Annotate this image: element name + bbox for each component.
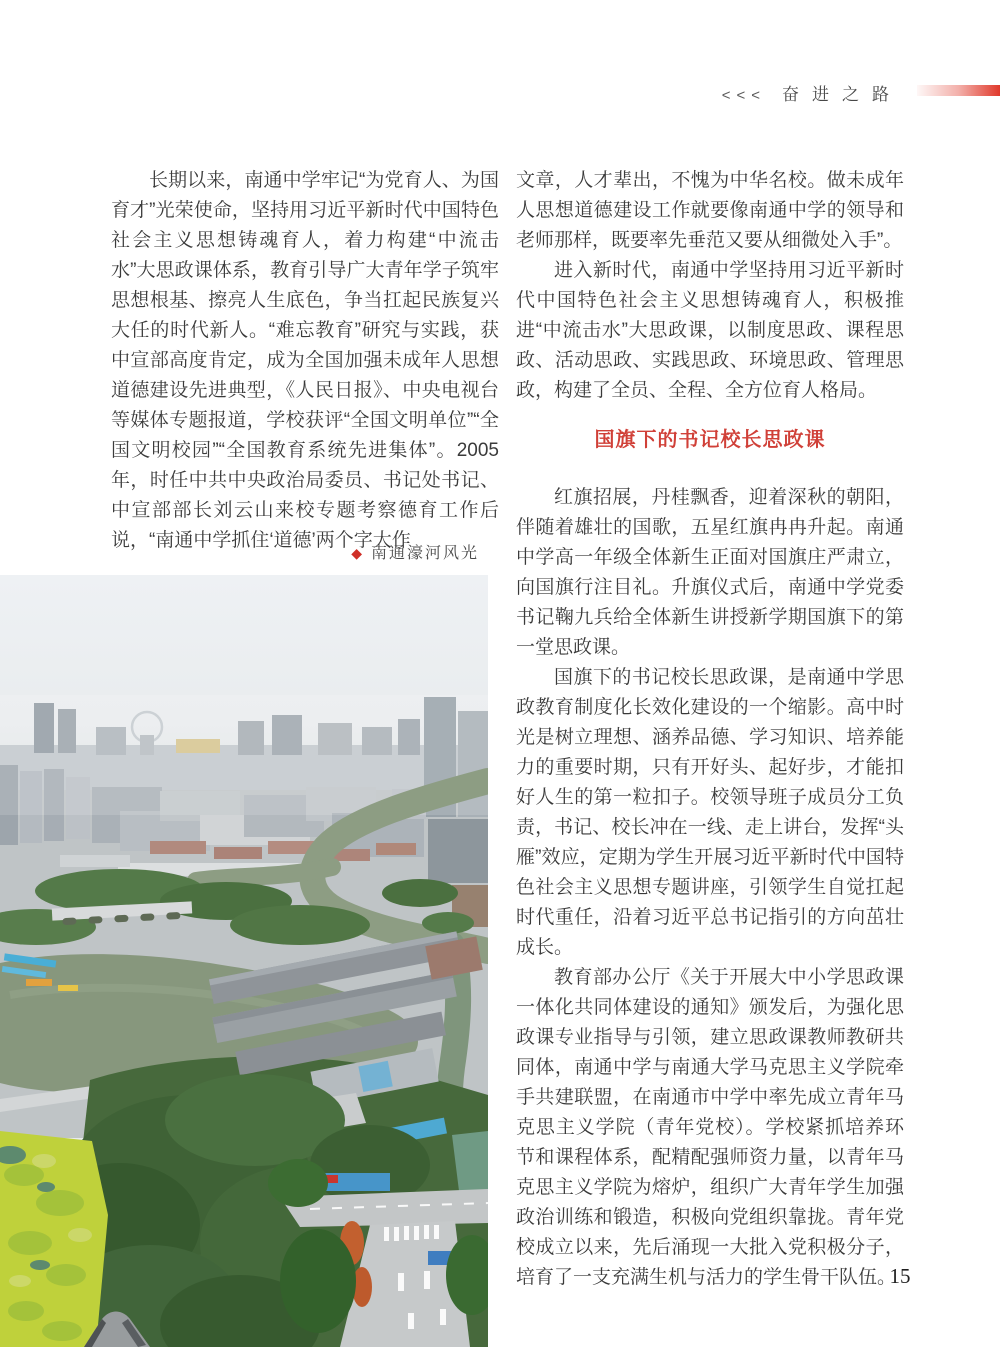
header-chevrons: <<< xyxy=(721,87,766,104)
left-column xyxy=(111,166,499,556)
haohe-aerial-photo xyxy=(0,575,488,1347)
body-paragraph: 教育部办公厅《关于开展大中小学思政课一体化共同体建设的通知》颁发后，为强化思政课专业指导与引领，建立思政课教师教研共同体，南通中学与南通大学马克思主义学院牵手共建联盟，在南通市中学中率先成立青年马克思主义学院（青年党校）。学校紧抓培养环节和课程体系，配精配强师资力量，以青年马克思主义学院为熔炉，组织广大青年学生加强政治训练和锻造，积极向党组织靠拢。青年党校成立以来，先后涌现一大批入党积极分子，培育了一支充满生机与活力的学生骨干队伍。 xyxy=(516,967,904,1288)
body-paragraph-continuation: 文章，人才辈出，不愧为中华名校。做未成年人思想道德建设工作就要像南通中学的领导和老师那样，既要率先垂范又要从细微处入手”。 xyxy=(516,170,904,251)
page-number: 15 xyxy=(889,1264,911,1288)
body-paragraph: 国旗下的书记校长思政课，是南通中学思政教育制度化长效化建设的一个缩影。高中时光是树立理想、涵养品德、学习知识、培养能力的重要时期，只有开好头、起好步，才能扣好人生的第一粒扣子。校领导班子成员分工负责，书记、校长冲在一线、走上讲台，发挥“头雁”效应，定期为学生开展习近平新时代中国特色社会主义思想专题讲座，引领学生自觉扛起时代重任，沿着习近平总书记指引的方向茁壮成长。 xyxy=(516,667,904,958)
header-accent-bar xyxy=(917,85,1000,96)
photo-caption-text: 南通濠河风光 xyxy=(370,545,479,562)
body-paragraph: 红旗招展，丹桂飘香，迎着深秋的朝阳，伴随着雄壮的国歌，五星红旗冉冉升起。南通中学高一年级全体新生正面对国旗庄严肃立，向国旗行注目礼。升旗仪式后，南通中学党委书记鞠九兵给全体新生讲授新学期国旗下的第一堂思政课。 xyxy=(516,487,904,658)
header-title: 奋进之路 xyxy=(782,85,902,104)
body-paragraph: 长期以来，南通中学牢记“为党育人、为国育才”光荣使命，坚持用习近平新时代中国特色社会主义思想铸魂育人，着力构建“中流击水”大思政课体系，教育引导广大青年学子筑牢思想根基、擦亮人生底色，争当扛起民族复兴大任的时代新人。“难忘教育”研究与实践，获中宣部高度肯定，成为全国加强未成年人思想道德建设先进典型，《人民日报》、中央电视台等媒体专题报道，学校获评“全国文明单位”“全国文明校园”“全国教育系统先进集体”。2005年，时任中共中央政治局委员、书记处书记、中宣部部长刘云山来校专题考察德育工作后说，“南通中学抓住‘道德’两个字大作 xyxy=(111,170,499,551)
diamond-icon: ◆ xyxy=(351,547,362,562)
right-column xyxy=(516,166,904,1293)
page-header xyxy=(722,80,902,105)
section-heading: 国旗下的书记校长思政课 xyxy=(594,429,826,451)
body-paragraph: 进入新时代，南通中学坚持用习近平新时代中国特色社会主义思想铸魂育人，积极推进“中流击水”大思政课，以制度思政、课程思政、活动思政、实践思政、环境思政、管理思政，构建了全员、全程、全方位育人格局。 xyxy=(516,260,904,401)
photo-caption xyxy=(111,540,479,563)
